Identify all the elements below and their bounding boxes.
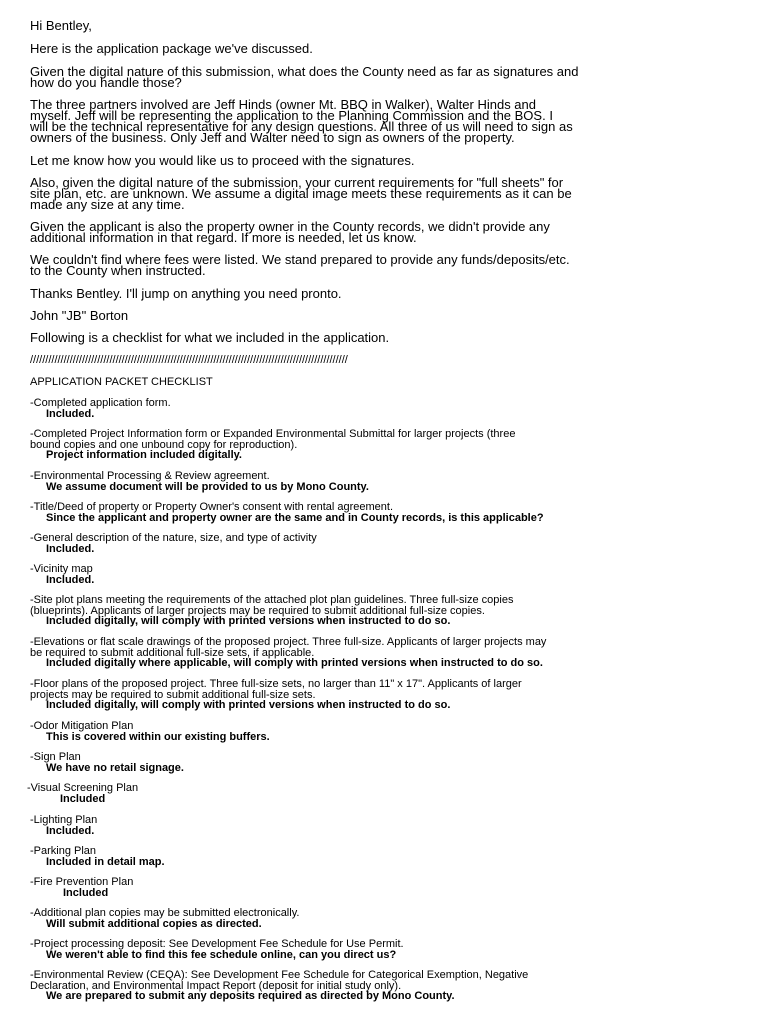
checklist-intro: Following is a checklist for what we included in the application. bbox=[30, 330, 390, 345]
checklist-title: APPLICATION PACKET CHECKLIST bbox=[30, 376, 213, 388]
checklist-answer: Included digitally, will comply with printed versions when instructed to do so. bbox=[46, 699, 451, 711]
proceed-paragraph: Let me know how you would like us to proceed with the signatures. bbox=[30, 153, 415, 168]
greeting: Hi Bentley, bbox=[30, 18, 92, 33]
checklist-item: -Vicinity map Included. bbox=[30, 563, 95, 586]
checklist-item: -Title/Deed of property or Property Owner's consent with rental agreement. Since the applicant and property owner are the same and in County records, is this applicable? bbox=[30, 501, 544, 524]
checklist-answer: Included digitally where applicable, will comply with printed versions when instructed to do so. bbox=[46, 657, 543, 669]
checklist-item: -Fire Prevention Plan Included bbox=[30, 876, 134, 899]
checklist-answer: We have no retail signage. bbox=[46, 761, 184, 774]
checklist-item: -Parking Plan Included in detail map. bbox=[30, 845, 165, 868]
checklist-answer: Included bbox=[63, 886, 109, 899]
checklist-answer: We weren't able to find this fee schedule online, can you direct us? bbox=[46, 948, 397, 961]
checklist-item: -Site plot plans meeting the requirements of the attached plot plan guidelines. Three full-size copies (blueprints). Applicants of larger projects may be required to submit additional full-size copies. Included digitally, will comply with printed versions when instructed to do so. bbox=[30, 594, 514, 627]
checklist-item: -Additional plan copies may be submitted electronically. Will submit additional copies as directed. bbox=[30, 907, 300, 930]
checklist-item: -General description of the nature, size, and type of activity Included. bbox=[30, 532, 317, 555]
checklist-answer: Included. bbox=[46, 407, 95, 420]
separator: //////////////////////////////////////////////////////////////////////////////////////////////////////// bbox=[30, 354, 348, 366]
checklist-answer: We assume document will be provided to us by Mono County. bbox=[46, 480, 369, 493]
checklist-item: -Project processing deposit: See Development Fee Schedule for Use Permit. We weren't able to find this fee schedule online, can you direct us? bbox=[30, 938, 404, 961]
checklist-answer: Included. bbox=[46, 824, 95, 837]
full-sheets-paragraph: Also, given the digital nature of the submission, your current requirements for "full sheets" for site plan, etc. are unknown. We assume a digital image meets these requirements as it can be made any size at any time. bbox=[30, 175, 572, 212]
fees-paragraph: We couldn't find where fees were listed. We stand prepared to provide any funds/deposits/etc. to the County when instructed. bbox=[30, 252, 570, 278]
checklist-item: -Lighting Plan Included. bbox=[30, 814, 98, 837]
checklist-answer: This is covered within our existing buffers. bbox=[46, 730, 270, 743]
checklist-item: -Elevations or flat scale drawings of the proposed project. Three full-size. Applicants of larger projects may be required to submit additional full-size sets, if applicable. Included digitally where applicable, will comply with printed versions when instructed to do so. bbox=[30, 636, 547, 669]
intro-paragraph: Here is the application package we've discussed. bbox=[30, 41, 313, 56]
checklist-item: -Completed application form. Included. bbox=[30, 397, 171, 420]
thanks-paragraph: Thanks Bentley. I'll jump on anything you need pronto. bbox=[30, 286, 342, 301]
checklist-item: -Environmental Review (CEQA): See Development Fee Schedule for Categorical Exemption, Negative Declaration, and Environmental Impact Report (deposit for initial study only). We are prepared to submit any deposits required as directed by Mono County. bbox=[30, 969, 529, 1002]
checklist-item: -Floor plans of the proposed project. Three full-size sets, no larger than 11" x 17". Applicants of larger projects may be required to submit additional full-size sets. Included digitally, will comply with printed versions when instructed to do so. bbox=[30, 678, 522, 711]
checklist-item: -Completed Project Information form or Expanded Environmental Submittal for larger projects (three bound copies and one unbound copy for reproduction). Project information included digitally. bbox=[30, 428, 516, 461]
checklist-item: -Environmental Processing & Review agreement. We assume document will be provided to us by Mono County. bbox=[30, 470, 369, 493]
checklist-answer: Included digitally, will comply with printed versions when instructed to do so. bbox=[46, 615, 451, 627]
checklist-item: -Sign Plan We have no retail signage. bbox=[30, 751, 184, 774]
checklist-answer: We are prepared to submit any deposits required as directed by Mono County. bbox=[46, 990, 455, 1002]
checklist-item: -Odor Mitigation Plan This is covered within our existing buffers. bbox=[30, 720, 270, 743]
checklist-answer: Included. bbox=[46, 573, 95, 586]
checklist-answer: Project information included digitally. bbox=[46, 449, 242, 461]
checklist-answer: Since the applicant and property owner are the same and in County records, is this applicable? bbox=[46, 511, 544, 524]
partners-paragraph: The three partners involved are Jeff Hinds (owner Mt. BBQ in Walker), Walter Hinds and myself. Jeff will be representing the application to the Planning Commission and the BOS. I will be the technical representative for any design questions. All three of us will need to sign as owners of the business. Only Jeff and Walter need to sign as owners of the property. bbox=[30, 97, 573, 145]
checklist-answer: Included. bbox=[46, 542, 95, 555]
checklist-answer: Will submit additional copies as directed. bbox=[46, 917, 262, 930]
checklist-answer: Included in detail map. bbox=[46, 855, 165, 868]
signatures-question-paragraph: Given the digital nature of this submission, what does the County need as far as signatures and how do you handle those? bbox=[30, 64, 579, 90]
property-owner-paragraph: Given the applicant is also the property owner in the County records, we didn't provide any additional information in that regard. If more is needed, let us know. bbox=[30, 219, 550, 245]
checklist-item: -Visual Screening Plan Included bbox=[27, 782, 139, 805]
signature: John "JB" Borton bbox=[30, 308, 129, 323]
checklist-answer: Included bbox=[60, 792, 106, 805]
